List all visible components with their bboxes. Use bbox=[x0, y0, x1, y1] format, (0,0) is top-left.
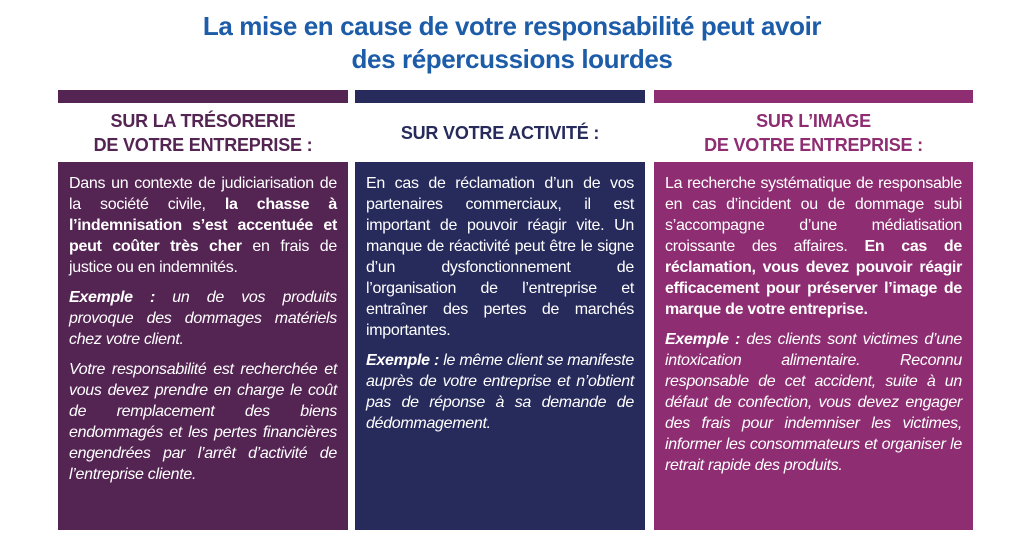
title-line-2: des répercussions lourdes bbox=[351, 44, 673, 74]
column-heading: SUR LA TRÉSORERIE DE VOTRE ENTREPRISE : bbox=[93, 110, 313, 155]
column-top-bar bbox=[654, 90, 973, 103]
paragraph: Votre responsabilité est recherchée et vous devez prendre en charge le coût de remplacement des biens endommagés et les pertes financières engendrées par l’arrêt d’activité de l’entreprise cliente. bbox=[69, 361, 337, 483]
column-activite bbox=[355, 90, 645, 530]
column-tresorerie bbox=[58, 90, 348, 530]
paragraph: Exemple : des clients sont victimes d’une intoxication alimentaire. Reconnu responsable de cet accident, suite à un défaut de confection, vous devez engager des frais pour indemniser les victimes, informer les consommateurs et organiser le retrait rapide des produits. bbox=[665, 331, 962, 474]
title-line-1: La mise en cause de votre responsabilité peut avoir bbox=[202, 11, 822, 41]
column-body bbox=[654, 162, 973, 530]
column-top-bar bbox=[58, 90, 348, 103]
column-heading: SUR L’IMAGE DE VOTRE ENTREPRISE : bbox=[704, 110, 923, 155]
column-image bbox=[654, 90, 973, 530]
page-title bbox=[0, 10, 1024, 76]
column-heading: SUR VOTRE ACTIVITÉ : bbox=[400, 122, 600, 143]
paragraph: En cas de réclamation d’un de vos partenaires commerciaux, il est important de pouvoir réagir vite. Un manque de réactivité peut être le signe d’un dysfonctionnement de l’organisation de l’entreprise et entraîner des pertes de marchés importantes. bbox=[366, 175, 634, 339]
column-body bbox=[355, 162, 645, 530]
paragraph: Exemple : un de vos produits provoque des dommages matériels chez votre client. bbox=[69, 289, 337, 348]
paragraph: Exemple : le même client se manifeste auprès de votre entreprise et n’obtient pas de réponse à sa demande de dédommagement. bbox=[366, 352, 634, 432]
column-body bbox=[58, 162, 348, 530]
column-top-bar bbox=[355, 90, 645, 103]
paragraph: La recherche systématique de responsable en cas d’incident ou de dommage subi s’accompagne d’une médiatisation croissante des affaires. En cas de réclamation, vous devez pouvoir réagir efficacement pour préserver l’image de marque de votre entreprise. bbox=[665, 175, 962, 318]
paragraph: Dans un contexte de judiciarisation de la société civile, la chasse à l’indemnisation s’est accentuée et peut coûter très cher en frais de justice ou en indemnités. bbox=[69, 175, 338, 276]
